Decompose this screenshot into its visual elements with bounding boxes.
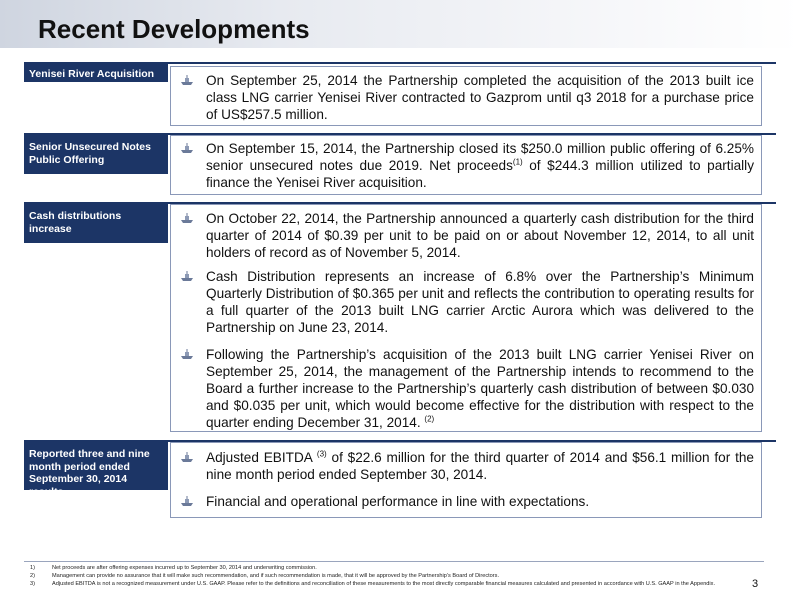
footnote-number: 2) — [30, 573, 35, 579]
bullet-text: Financial and operational performance in line with expectations. — [206, 494, 590, 509]
bullet-text: On September 15, 2014, the Partnership closed its $250.0 million public offering of 6.25% senior unsecured notes due 2019. Net proceeds — [206, 141, 754, 173]
bullet-text: of $244.3 million utilized to partially finance the Yenisei River acquisition. — [206, 158, 754, 190]
bullet-item — [184, 72, 754, 123]
bullet-text: of $22.6 million for the third quarter of 2014 and $56.1 million for the nine month period ended September 30, 2014. — [206, 450, 754, 482]
bullet-item — [184, 268, 754, 336]
ship-icon — [180, 74, 194, 86]
bullet-item — [184, 210, 754, 261]
footnote-text: Management can provide no assurance that it will make such recommendation, and if such recommendation is made, that it will be approved by the Partnership’s Board of Directors. — [52, 573, 500, 579]
footnote-ref: (1) — [512, 157, 523, 167]
bullet-text: On October 22, 2014, the Partnership announced a quarterly cash distribution for the third quarter of 2014 of $0.39 per unit to be paid on or about November 12, 2014, to all unit holders of record as of November 5, 2014. — [206, 211, 754, 260]
footnote-text: Net proceeds are after offering expenses incurred up to September 30, 2014 and underwriting commission. — [52, 565, 317, 571]
section-label-cash: Cash distributions increase — [24, 204, 168, 243]
bullet-text: On September 25, 2014 the Partnership completed the acquisition of the 2013 built ice class LNG carrier Yenisei River contracted to Gazprom until q3 2018 for a purchase price of US$257.5 million. — [206, 73, 754, 122]
ship-icon — [180, 348, 194, 360]
footnote — [30, 573, 760, 580]
bullet-item — [184, 449, 754, 483]
bullet-item — [184, 140, 754, 191]
section-label-yenisei: Yenisei River Acquisition — [24, 64, 168, 82]
ship-icon — [180, 270, 194, 282]
page-number: 3 — [752, 578, 759, 590]
ship-icon — [180, 451, 194, 463]
bullet-text: Cash Distribution represents an increase of 6.8% over the Partnership’s Minimum Quarterly Distribution of $0.365 per unit and reflects the contribution to operating results for a full quarter of the 2013 built LNG carrier Arctic Aurora which was delivered to the Partnership on June 23, 2014. — [206, 269, 754, 335]
footnote-ref: (3) — [316, 449, 327, 459]
section-label-results: Reported three and nine month period ended September 30, 2014 results — [24, 442, 168, 490]
bullet-text: Adjusted EBITDA — [206, 450, 317, 465]
ship-icon — [180, 212, 194, 224]
footnote-ref: (2) — [424, 414, 435, 424]
ship-icon — [180, 495, 194, 507]
footnote-text: Adjusted EBITDA is not a recognized measurement under U.S. GAAP. Please refer to the definitions and reconciliation of these measurements to the most directly comparable financial measures calculated and presented in accordance with U.S. GAAP in the Appendix. — [52, 581, 716, 587]
footnote-number: 1) — [30, 565, 35, 571]
footnote-number: 3) — [30, 581, 35, 587]
bullet-item — [184, 493, 754, 510]
page-title: Recent Developments — [38, 14, 310, 44]
ship-icon — [180, 142, 194, 154]
footnote — [30, 581, 760, 588]
bullet-text: Following the Partnership’s acquisition of the 2013 built LNG carrier Yenisei River on September 25, 2014, the management of the Partnership intends to recommend to the Board a further increase to the Partnership’s quarterly cash distribution of between $0.030 and $0.035 per unit, which would become effective for the distribution with respect to the quarter ending December 31, 2014. — [206, 347, 754, 430]
section-label-notes: Senior Unsecured Notes Public Offering — [24, 135, 168, 174]
footer-rule — [24, 561, 764, 562]
footnote — [30, 565, 760, 572]
bullet-item — [184, 346, 754, 431]
